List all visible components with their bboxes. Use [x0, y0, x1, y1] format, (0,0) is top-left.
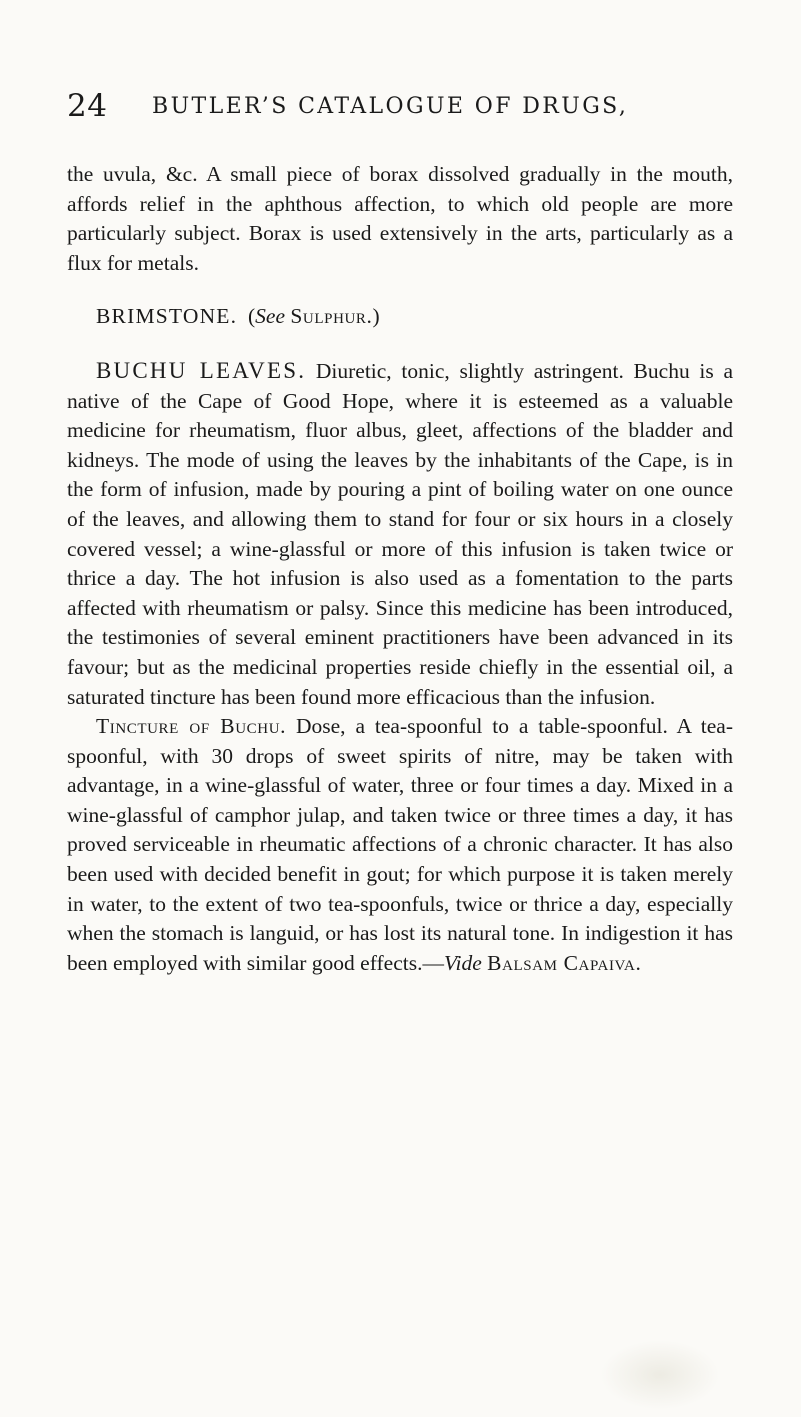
entry-body-tincture: Dose, a tea-spoonful to a table-spoonful. A tea-spoonful, with 30 drops of sweet spirits of nitre, may be taken with advantage, in a wine-glassful of water, three or four times a day. Mixed in a wine-glassful of camphor julap, and taken twice or three times a day, it has proved serviceable in rheumatic affections of a chronic character. It has also been used with decided benefit in gout; for which purpose it is taken merely in water, to the extent of two tea-spoonfuls, twice or thrice a day, especially when the stomach is languid, or has lost its natural tone. In indigestion it has been employed with similar good effects.—: [67, 714, 733, 975]
vide-label: Vide: [443, 950, 482, 975]
paragraph-borax-continued: [67, 160, 733, 278]
entry-heading-buchu: BUCHU LEAVES.: [96, 357, 307, 383]
paper-stain: [600, 1340, 720, 1410]
entry-heading-brimstone: BRIMSTONE.: [96, 304, 238, 329]
entry-brimstone: [67, 302, 733, 332]
cross-ref-open: (: [247, 304, 256, 329]
running-title: BUTLER’S CATALOGUE OF DRUGS,: [152, 94, 629, 119]
entry-body-buchu: Diuretic, tonic, slightly astringent. Buchu is a native of the Cape of Good Hope, where it is esteemed as a valuable medicine for rheumatism, fluor albus, gleet, affections of the bladder and kidneys. The mode of using the leaves by the inhabitants of the Cape, is in the form of infusion, made by pouring a pint of boiling water on one ounce of the leaves, and allowing them to stand for four or six hours in a closely covered vessel; a wine-glassful or more of this infusion is taken twice or thrice a day. The hot infusion is also used as a fomentation to the parts affected with rheumatism or palsy. Since this medicine has been introduced, the testimonies of several eminent practitioners have been advanced in its favour; but as the medicinal properties reside chiefly in the essential oil, a saturated tincture has been found more efficacious than the infusion.: [67, 358, 733, 709]
body-text: [67, 160, 733, 978]
entry-tincture-of-buchu: [67, 712, 733, 978]
entry-heading-tincture: Tincture of Buchu.: [96, 714, 287, 739]
paragraph-text: the uvula, &c. A small piece of borax dissolved gradually in the mouth, affords relief in the aphthous affection, to which old people are more particularly subject. Borax is used extensively in the arts, particularly as a flux for metals.: [67, 162, 733, 275]
see-label: See: [255, 304, 285, 329]
cross-ref-sulphur: Sulphur.: [290, 304, 373, 329]
cross-ref-balsam-capaiva: Balsam Capaiva.: [487, 950, 642, 975]
page-header: [67, 88, 733, 128]
page-number: 24: [67, 88, 108, 124]
entry-buchu-leaves: [67, 356, 733, 712]
cross-ref-close: ): [372, 304, 380, 329]
